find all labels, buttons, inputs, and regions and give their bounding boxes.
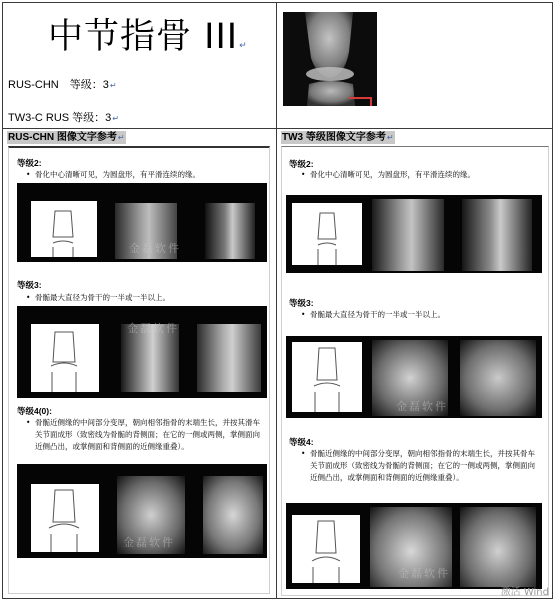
sketch-image [31,324,99,392]
xray-image [372,199,444,271]
tw3-grade-2-label: 等级2: [289,159,314,169]
phalanx-sketch-icon [31,484,99,552]
paragraph-mark-icon: ↵ [109,81,117,90]
sketch-image [292,342,362,412]
xray-image [203,476,263,554]
tw3-grade-3-images [286,336,542,418]
paragraph-mark-icon: ↵ [112,114,119,123]
rus-grade-3-text: • 骨骺最大直径为骨干的一半或一半以上。 [35,292,263,304]
rus-grade-2-text: • 骨化中心清晰可见，为圆盘形，有平滑连续的缘。 [35,169,263,181]
watermark-text: 金磊软件 [396,400,448,413]
tw3-grade-3-label: 等级3: [289,298,314,308]
phalanx-sketch-icon [292,203,362,265]
rus-grade-label: RUS-CHN [8,79,59,91]
rus-grade-4-images [17,464,267,558]
phalanx-sketch-icon [292,342,362,412]
watermark-text: 金磊软件 [127,322,179,335]
xray-image [460,507,536,587]
paragraph-mark-icon: ↵ [386,133,394,142]
watermark-text: 金磊软件 [398,567,450,580]
sketch-image [31,484,99,552]
table-divider-horizontal [2,128,553,129]
paragraph-mark-icon: ↵ [117,133,125,142]
finger-xray-image [283,12,377,106]
rus-grade-4-label: 等级4(0): [17,406,52,416]
rus-grade-value: 等级：3 [69,79,109,91]
watermark-text: 金磊软件 [123,536,175,549]
rus-grade-line [8,76,117,92]
tw3-section-heading-text: TW3 等级图像文字参考 [282,132,386,143]
page-title-text: 中节指骨 III [48,17,239,57]
tw3-grade-3-text: • 骨骺最大直径为骨干的一半或一半以上。 [310,309,542,321]
table-divider-vertical [276,2,277,599]
rus-grade-3-images [17,306,267,398]
sketch-image [292,515,360,583]
phalanx-sketch-icon [292,515,360,583]
rus-grade-3-label: 等级3: [17,280,42,290]
rus-section-heading [7,131,126,144]
tw3-grade-2-images [286,195,542,273]
rus-grade-4-text: • 骨骺近侧缘的中间部分变厚，朝向相邻指骨的末端生长，并按其滑车关节面成形（致密线为骨骺的背侧面；在它的一侧或两侧，掌侧面向近侧凸出，或掌侧面和背侧面的近侧缘重叠）。 [35,417,264,453]
paragraph-mark-icon: ↵ [239,41,248,51]
rus-section-heading-text: RUS-CHN 图像文字参考 [8,132,117,143]
rus-grade-2-label: 等级2: [17,158,42,168]
phalanx-sketch-icon [31,324,99,392]
phalanx-sketch-icon [31,201,97,257]
tw3-grade-4-text: • 骨骺近侧缘的中间部分变厚，朝向相邻指骨的末端生长，并按其骨车关节面成形（致密线为骨骺的背侧面；在它的一侧或两侧，掌侧面向近侧凸出，或掌侧面和背侧面的近侧缘重叠）。 [310,448,542,484]
tw3-grade-line [8,109,119,125]
xray-image [460,340,536,416]
activation-watermark: 激活 Wind [500,587,549,598]
tw3-grade-4-images [286,503,542,589]
watermark-text: 金磊软件 [129,242,181,255]
page-title [48,14,248,69]
xray-image [197,324,261,392]
xray-image [205,203,255,259]
sketch-image [292,203,362,265]
tw3-grade-value: TW3-C RUS 等级：3 [8,112,112,124]
rus-grade-2-images [17,183,267,262]
tw3-grade-4-label: 等级4: [289,437,314,447]
tw3-section-heading [281,131,395,144]
tw3-grade-2-text: • 骨化中心清晰可见，为圆盘形，有平滑连续的缘。 [310,169,542,181]
finger-xray-graphic [283,12,377,106]
xray-image [462,199,532,271]
sketch-image [31,201,97,257]
